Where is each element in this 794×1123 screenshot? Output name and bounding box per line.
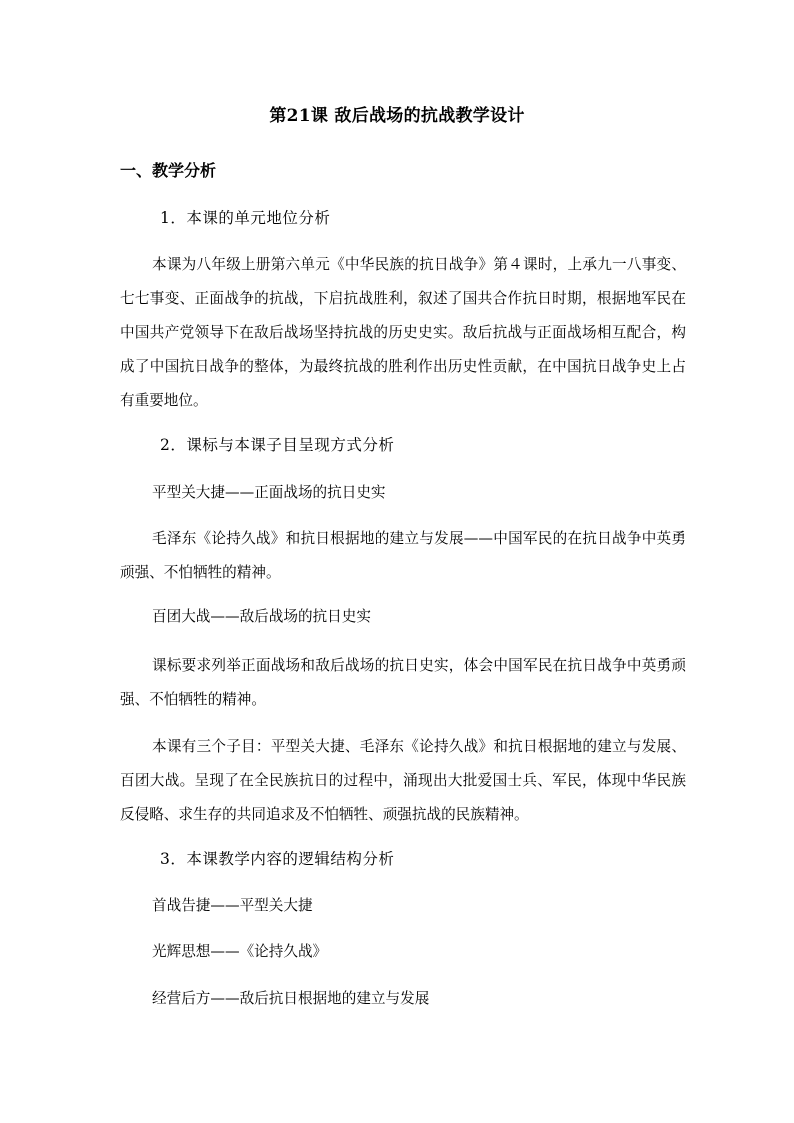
subheading-unit-position: 1．本课的单元地位分析 [160,209,331,227]
curriculum-item-pingxingguan: 平型关大捷——正面战场的抗日史实 [152,484,386,501]
logic-item-rear-base: 经营后方——敌后抗日根据地的建立与发展 [152,990,430,1007]
subheading-logic-structure: 3．本课教学内容的逻辑结构分析 [160,850,395,868]
curriculum-item-protracted-war: 毛泽东《论持久战》和抗日根据地的建立与发展——中国军民的在抗日战争中英勇顽强、不怕牺牲的精神。 [120,530,686,581]
lesson-subsections-paragraph: 本课有三个子目：平型关大捷、毛泽东《论持久战》和抗日根据地的建立与发展、百团大战。呈现了在全民族抗日的过程中，涌现出大批爱国士兵、军民，体现中华民族反侵略、求生存的共同追求及不怕牺牲、顽强抗战的民族精神。 [120,738,686,823]
logic-item-brilliant-thought: 光辉思想——《论持久战》 [152,943,328,960]
paragraph-unit-position: 本课为八年级上册第六单元《中华民族的抗日战争》第４课时，上承九一八事变、七七事变、正面战争的抗战，下启抗战胜利，叙述了国共合作抗日时期，根据地军民在中国共产党领导下在敌后战场坚持抗战的历史史实。敌后抗战与正面战场相互配合，构成了中国抗日战争的整体，为最终抗战的胜利作出历史性贡献，在中国抗日战争史上占有重要地位。 [120,256,686,409]
curriculum-item-hundred-regiments: 百团大战——敌后战场的抗日史实 [152,608,371,625]
curriculum-requirement-paragraph: 课标要求列举正面战场和敌后战场的抗日史实，体会中国军民在抗日战争中英勇顽强、不怕牺牲的精神。 [120,657,686,708]
logic-item-first-victory: 首战告捷——平型关大捷 [152,897,313,914]
document-title: 第21课 敌后战场的抗战教学设计 [269,106,525,126]
subheading-curriculum-analysis: 2．课标与本课子目呈现方式分析 [160,436,395,454]
section-heading-teaching-analysis: 一、教学分析 [120,161,217,180]
